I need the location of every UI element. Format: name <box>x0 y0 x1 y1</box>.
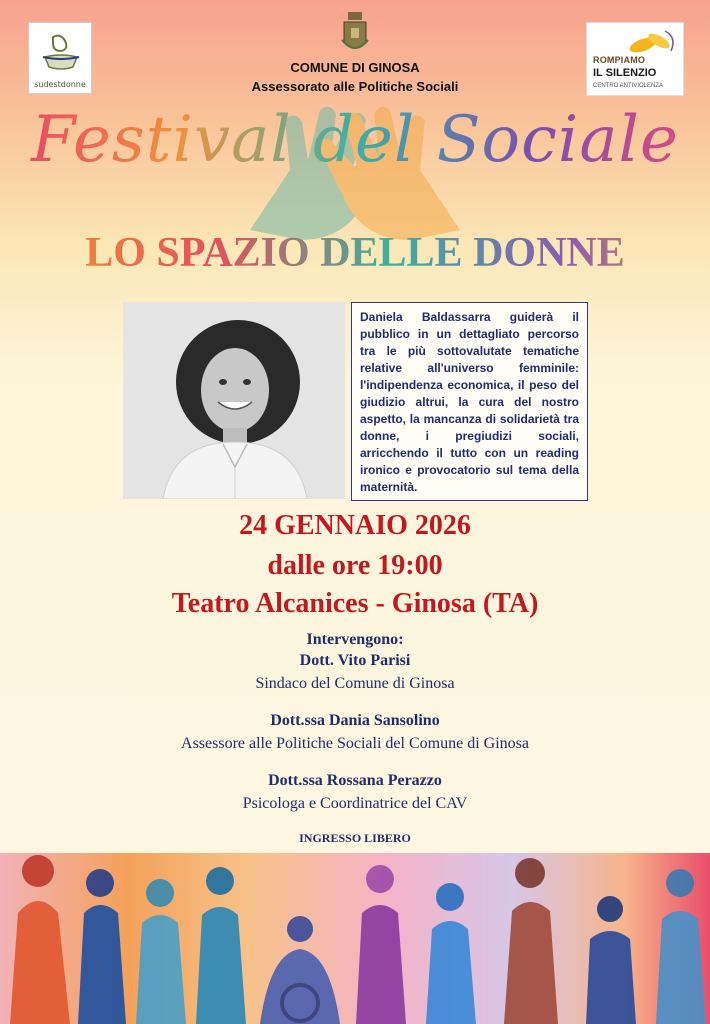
logo-right-line2: IL SILENZIO <box>593 67 657 79</box>
logo-right-line3: CENTRO ANTIVIOLENZA <box>593 83 664 89</box>
event-time: dalle ore 19:00 <box>267 550 443 581</box>
logo-right-line1: ROMPIAMO <box>593 55 646 65</box>
event-subtitle: LO SPAZIO DELLE DONNE <box>0 232 710 274</box>
speaker-photo <box>123 302 345 499</box>
people-silhouettes-image <box>0 853 710 1024</box>
coat-of-arms-icon <box>340 10 370 58</box>
speakers-heading: Intervengono: <box>306 631 404 648</box>
assessorato-title: Assessorato alle Politiche Sociali <box>251 79 459 94</box>
logo-left-label: sudestdonne <box>34 80 86 89</box>
speaker-role: Psicologa e Coordinatrice del CAV <box>242 795 468 812</box>
speaker-role: Sindaco del Comune di Ginosa <box>255 675 455 692</box>
speaker-name: Dott.ssa Rossana Perazzo <box>268 772 442 789</box>
rompiamo-il-silenzio-logo <box>586 22 684 96</box>
comune-title: COMUNE DI GINOSA <box>290 60 420 75</box>
event-date: 24 GENNAIO 2026 <box>239 510 471 541</box>
description-text: Daniela Baldassarra guiderà il pubblico in un dettagliato percorso tra le più sottovalutate tematiche relative all'universo femminile: l'indipendenza economica, il peso del giudizio altrui, la cura del nostro aspetto, la mancanza di solidarietà tra donne, i pregiudizi sociali, arricchendo il tutto con un reading ironico e provocatorio sul tema della maternità. <box>360 310 579 494</box>
free-entry-note: INGRESSO LIBERO <box>299 831 411 845</box>
people-silhouettes-illustration <box>0 853 710 1024</box>
speaker-role: Assessore alle Politiche Sociali del Comune di Ginosa <box>181 735 529 752</box>
speaker-name: Dott.ssa Dania Sansolino <box>270 712 440 729</box>
speaker-name: Dott. Vito Parisi <box>299 652 411 669</box>
event-venue: Teatro Alcanices - Ginosa (TA) <box>171 588 539 619</box>
woman-portrait-image <box>123 302 345 499</box>
description-box <box>351 302 588 501</box>
festival-title: Festival del Sociale <box>0 108 710 172</box>
